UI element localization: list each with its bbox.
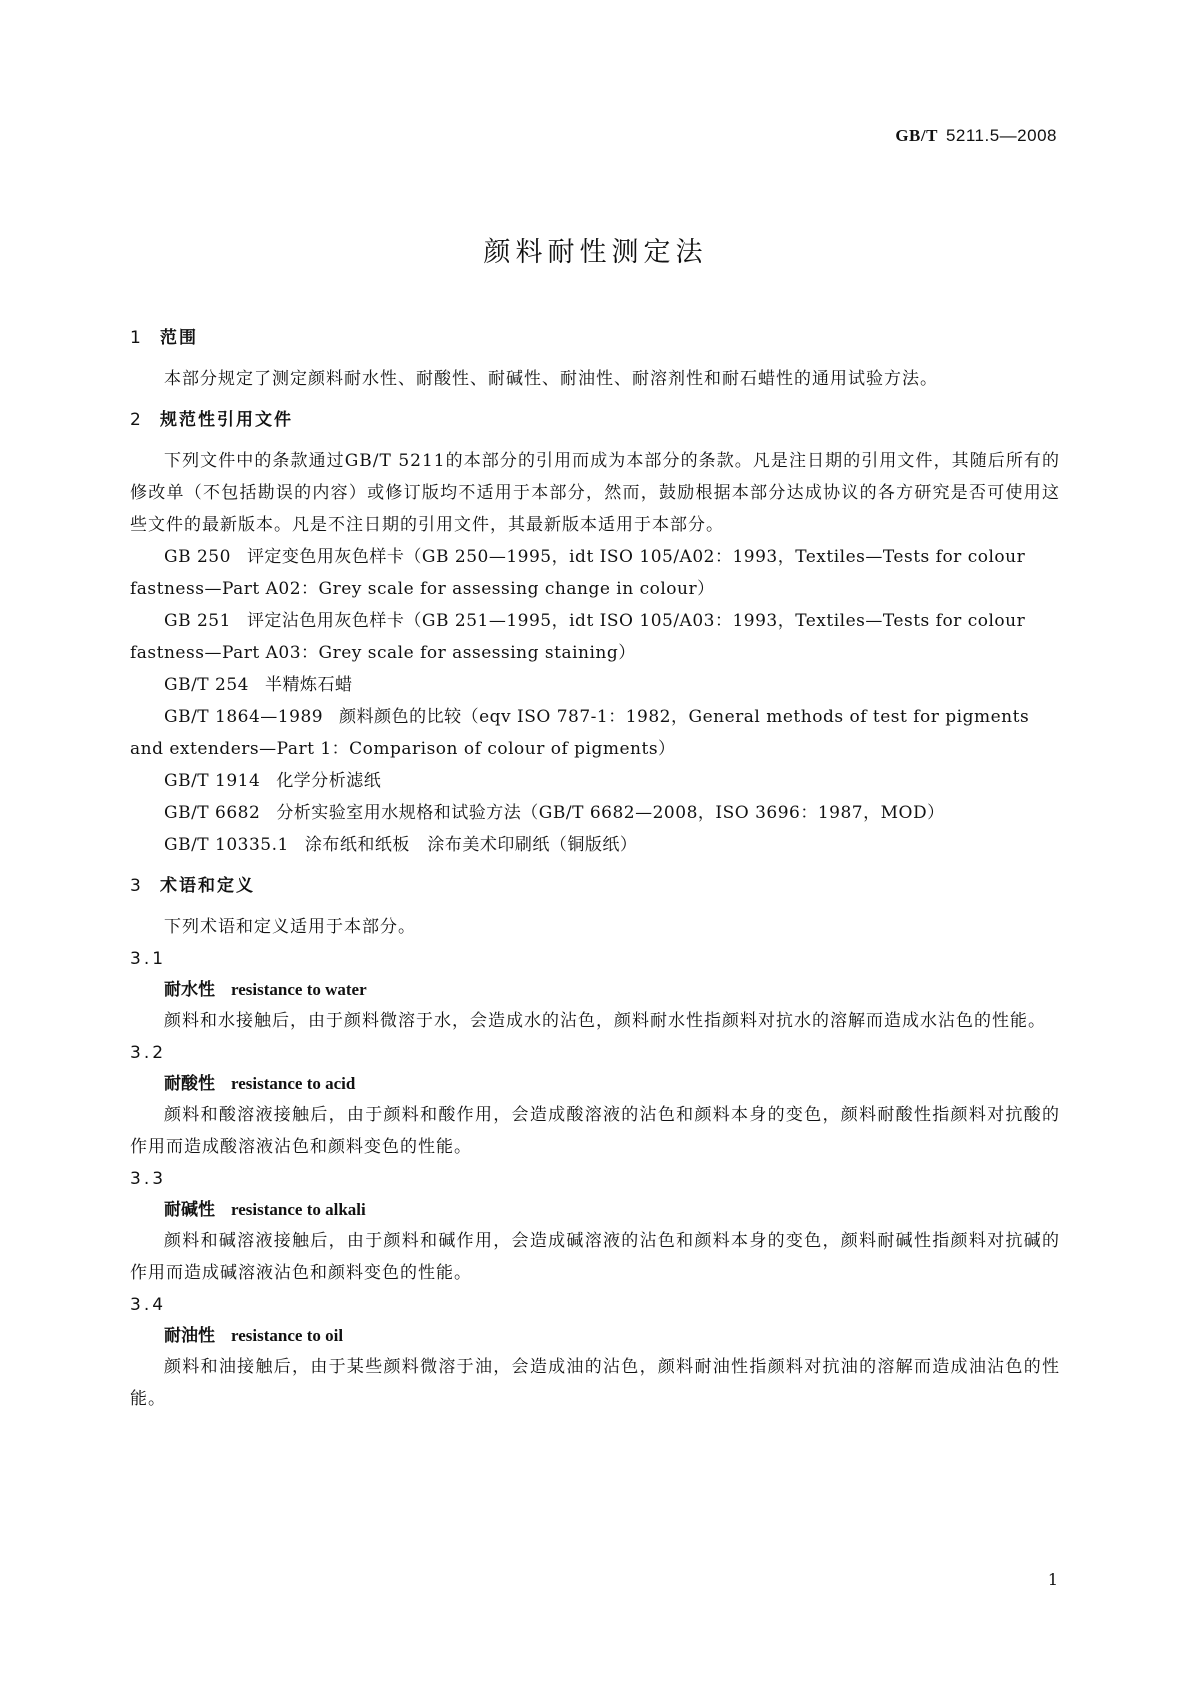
page-number: 1	[1047, 1570, 1058, 1589]
section-1-text: 本部分规定了测定颜料耐水性、耐酸性、耐碱性、耐油性、耐溶剂性和耐石蜡性的通用试验方法。	[164, 369, 938, 389]
ref-item: GB/T 1864—1989 颜料颜色的比较（eqv ISO 787-1：1982，General methods of test for pigments and extenders—Part 1：Comparison of colour of pigments）	[130, 707, 1030, 759]
section-3-heading: 3 术语和定义	[130, 876, 255, 896]
term-name: 耐水性 resistance to water	[164, 980, 367, 1000]
term-number: 3.4	[130, 1295, 167, 1315]
standard-code: 5211.5—2008	[945, 126, 1057, 145]
ref-item: GB/T 1914 化学分析滤纸	[164, 771, 382, 791]
ref-item: GB 251 评定沾色用灰色样卡（GB 251—1995，idt ISO 105/A03：1993，Textiles—Tests for colour fastness—Part A03：Grey scale for assessing staining）	[130, 611, 1026, 663]
term-entry	[130, 1289, 1060, 1415]
term-definition: 颜料和油接触后，由于某些颜料微溶于油，会造成油的沾色，颜料耐油性指颜料对抗油的溶解而造成油沾色的性能。	[130, 1357, 1060, 1409]
ref-item: GB/T 10335.1 涂布纸和纸板 涂布美术印刷纸（铜版纸）	[164, 835, 638, 855]
term-name: 耐酸性 resistance to acid	[164, 1074, 356, 1094]
term-name: 耐油性 resistance to oil	[164, 1326, 344, 1346]
ref-item: GB/T 254 半精炼石蜡	[164, 675, 353, 695]
section-2-text: 下列文件中的条款通过GB/T 5211的本部分的引用而成为本部分的条款。凡是注日期的引用文件，其随后所有的修改单（不包括勘误的内容）或修订版均不适用于本部分，然而，鼓励根据本部分达成协议的各方研究是否可使用这些文件的最新版本。凡是不注日期的引用文件，其最新版本适用于本部分。	[130, 451, 1060, 535]
document-body	[130, 325, 1060, 1415]
standard-number	[895, 126, 1057, 146]
term-definition: 颜料和酸溶液接触后，由于颜料和酸作用，会造成酸溶液的沾色和颜料本身的变色，颜料耐酸性指颜料对抗酸的作用而造成酸溶液沾色和颜料变色的性能。	[130, 1105, 1060, 1157]
term-entry	[130, 1037, 1060, 1163]
term-entry	[130, 1163, 1060, 1289]
term-definition: 颜料和水接触后，由于颜料微溶于水，会造成水的沾色，颜料耐水性指颜料对抗水的溶解而造成水沾色的性能。	[164, 1011, 1046, 1031]
ref-item: GB/T 6682 分析实验室用水规格和试验方法（GB/T 6682—2008，ISO 3696：1987，MOD）	[164, 803, 945, 823]
document-title: 颜料耐性测定法	[483, 237, 708, 268]
ref-item: GB 250 评定变色用灰色样卡（GB 250—1995，idt ISO 105/A02：1993，Textiles—Tests for colour fastness—Part A02：Grey scale for assessing change in colour）	[130, 547, 1026, 599]
term-name: 耐碱性 resistance to alkali	[164, 1200, 366, 1220]
term-number: 3.3	[130, 1169, 167, 1189]
term-definition: 颜料和碱溶液接触后，由于颜料和碱作用，会造成碱溶液的沾色和颜料本身的变色，颜料耐碱性指颜料对抗碱的作用而造成碱溶液沾色和颜料变色的性能。	[130, 1231, 1060, 1283]
section-1-heading: 1 范围	[130, 328, 198, 348]
standard-prefix: GB/T	[895, 126, 938, 145]
term-number: 3.1	[130, 949, 167, 969]
term-entry	[130, 943, 1060, 1037]
term-number: 3.2	[130, 1043, 167, 1063]
section-3-text: 下列术语和定义适用于本部分。	[164, 917, 416, 937]
section-2-heading: 2 规范性引用文件	[130, 410, 293, 430]
